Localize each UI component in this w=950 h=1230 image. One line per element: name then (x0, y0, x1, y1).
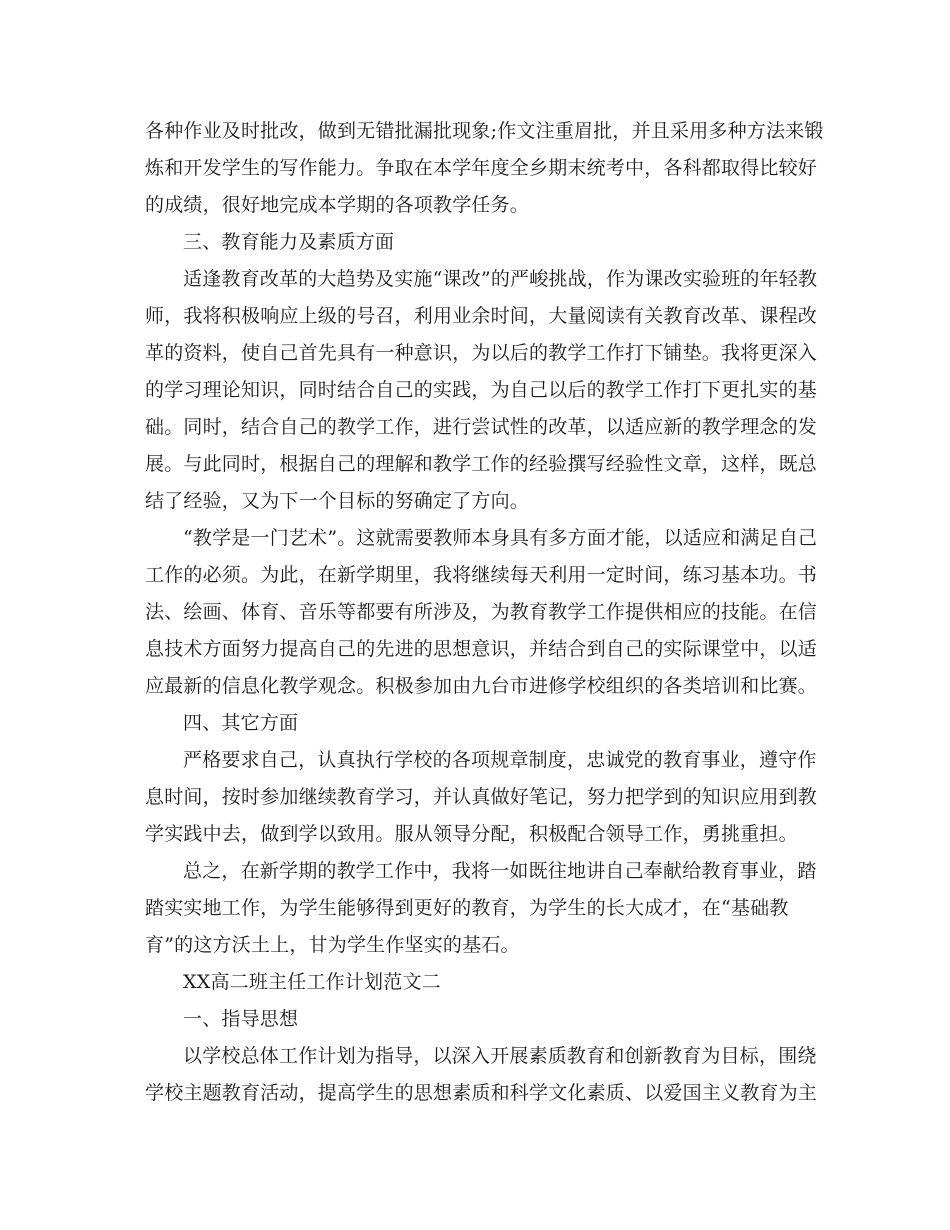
text-line: 炼和开发学生的写作能力。争取在本学年度全乡期末统考中，各科都取得比较好 (145, 157, 818, 179)
text-line: 总之，在新学期的教学工作中，我将一如既往地讲自己奉献给教育事业，踏 (183, 860, 817, 882)
text-line: XX高二班主任工作计划范文二 (183, 971, 441, 993)
text-line: 学实践中去，做到学以致用。服从领导分配，积极配合领导工作，勇挑重担。 (145, 823, 798, 845)
text-line: 的学习理论知识，同时结合自己的实践，为自己以后的教学工作打下更扎实的基 (145, 379, 818, 401)
text-line: 学校主题教育活动，提高学生的思想素质和科学文化素质、以爱国主义教育为主 (145, 1082, 818, 1104)
text-line: 法、绘画、体育、音乐等都要有所涉及，为教育教学工作提供相应的技能。在信 (145, 601, 818, 623)
text-line: 的成绩，很好地完成本学期的各项教学任务。 (145, 194, 530, 216)
text-line: 一、指导思想 (183, 1008, 299, 1030)
text-line: 展。与此同时，根据自己的理解和教学工作的经验撰写经验性文章，这样，既总 (145, 453, 818, 475)
text-line: 应最新的信息化教学观念。积极参加由九台市进修学校组织的各类培训和比赛。 (145, 675, 818, 697)
text-line: 师，我将积极响应上级的号召，利用业余时间，大量阅读有关教育改革、课程改 (145, 305, 818, 327)
text-line: 以学校总体工作计划为指导，以深入开展素质教育和创新教育为目标，围绕 (183, 1045, 817, 1067)
text-line: 各种作业及时批改，做到无错批漏批现象;作文注重眉批，并且采用多种方法来锻 (145, 120, 824, 142)
text-line: 息时间，按时参加继续教育学习，并认真做好笔记，努力把学到的知识应用到教 (145, 786, 818, 808)
text-line: 结了经验，又为下一个目标的努确定了方向。 (145, 490, 530, 512)
text-line: 三、教育能力及素质方面 (183, 231, 395, 253)
text-line: 础。同时，结合自己的教学工作，进行尝试性的改革，以适应新的教学理念的发 (145, 416, 818, 438)
text-line: 息技术方面努力提高自己的先进的思想意识，并结合到自己的实际课堂中，以适 (145, 638, 818, 660)
text-line: 革的资料，使自己首先具有一种意识，为以后的教学工作打下铺垫。我将更深入 (145, 342, 818, 364)
document-page (145, 113, 824, 1112)
text-line: 四、其它方面 (183, 712, 299, 734)
text-line: 育”的这方沃土上，甘为学生作坚实的基石。 (145, 934, 520, 956)
text-line: 严格要求自己，认真执行学校的各项规章制度，忠诚党的教育事业，遵守作 (183, 749, 817, 771)
text-line: “教学是一门艺术”。这就需要教师本身具有多方面才能，以适应和满足自己 (183, 527, 818, 549)
text-line: 踏实实地工作，为学生能够得到更好的教育，为学生的长大成才，在“基础教 (145, 897, 789, 919)
text-line: 适逢教育改革的大趋势及实施“课改”的严峻挑战，作为课改实验班的年轻教 (183, 268, 818, 290)
text-line: 工作的必须。为此，在新学期里，我将继续每天利用一定时间，练习基本功。书 (145, 564, 818, 586)
